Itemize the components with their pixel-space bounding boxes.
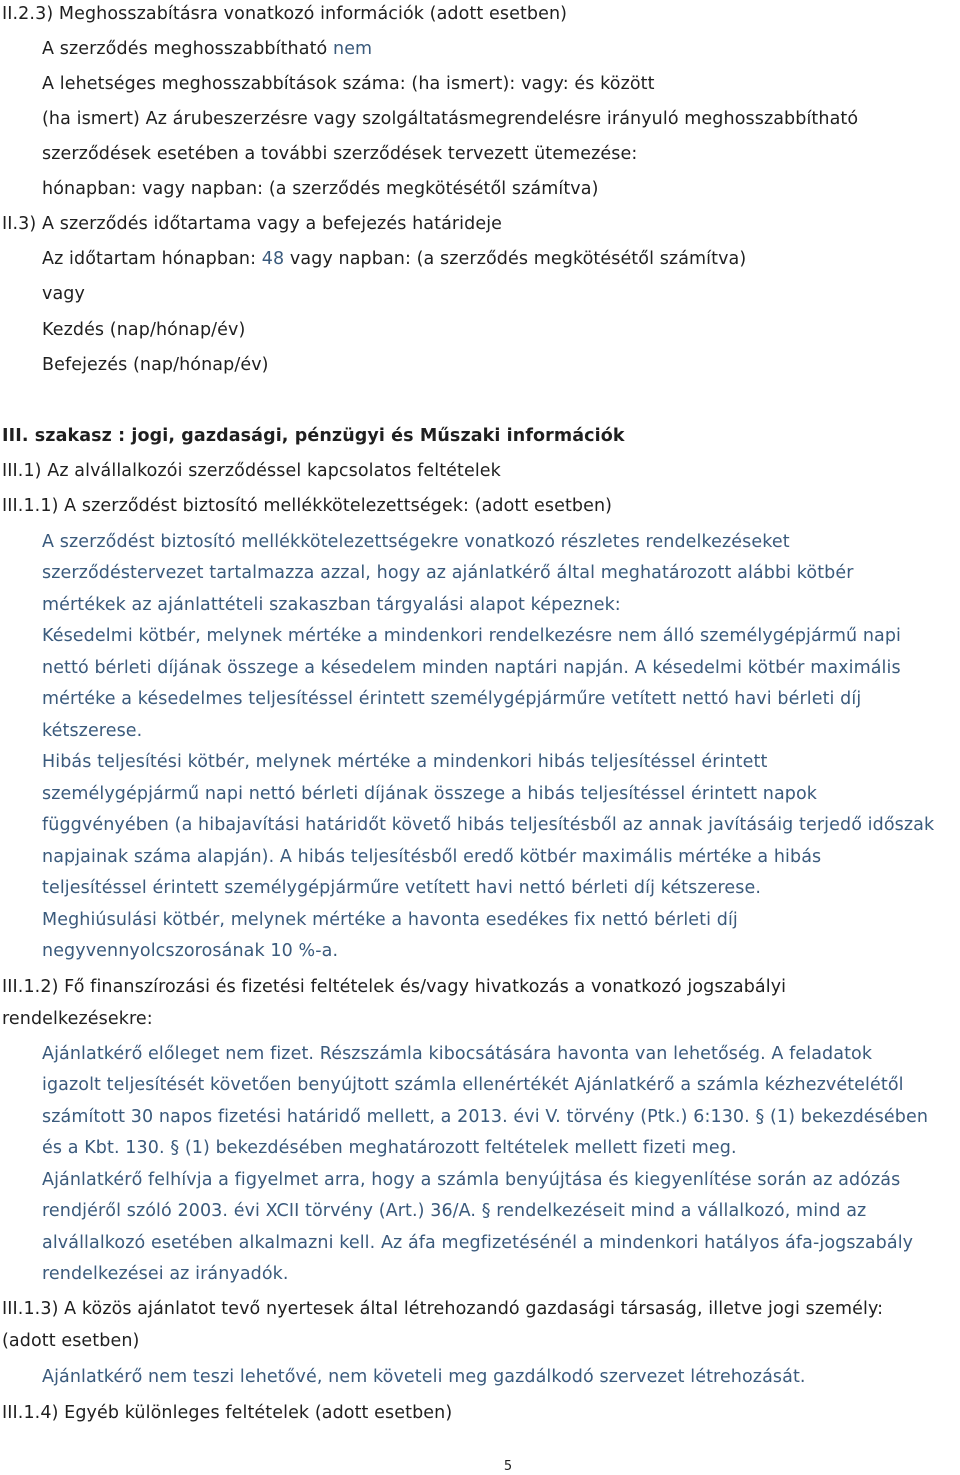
text-line: negyvennyolcszorosának 10 %-a.	[42, 941, 339, 961]
section-heading-iii-1-3-cont: (adott esetben)	[2, 1331, 140, 1351]
text-line: alvállalkozó esetében alkalmazni kell. Az áfa megfizetésénél a mindenkori hatályos áfa-jogszabály	[42, 1233, 914, 1253]
section-heading-ii-3: II.3) A szerződés időtartama vagy a befejezés határideje	[2, 214, 503, 234]
duration-suffix: vagy napban: (a szerződés megkötésétől számítva)	[284, 249, 747, 269]
text-line: Késedelmi kötbér, melynek mértéke a mindenkori rendelkezésre nem álló személygépjármű napi	[42, 626, 902, 646]
text-line: A szerződést biztosító mellékkötelezettségekre vonatkozó részletes rendelkezéseket	[42, 532, 790, 552]
text-line: kétszerese.	[42, 721, 143, 741]
renewal-count-line: A lehetséges meghosszabbítások száma: (ha ismert): vagy: és között	[42, 74, 655, 94]
section-heading-iii-1: III.1) Az alvállalkozói szerződéssel kapcsolatos feltételek	[2, 461, 501, 481]
text-line: számított 30 napos fizetési határidő mellett, a 2013. évi V. törvény (Ptk.) 6:130. § (1) bekezdésében	[42, 1107, 929, 1127]
text-line: Hibás teljesítési kötbér, melynek mértéke a mindenkori hibás teljesítéssel érintett	[42, 752, 768, 772]
text-line: teljesítéssel érintett személygépjárműre vetített havi nettó bérleti díj kétszerese.	[42, 878, 762, 898]
text-line: rendjéről szóló 2003. évi XCII törvény (Art.) 36/A. § rendelkezéseit mind a vállalkozó, mind az	[42, 1201, 867, 1221]
duration-line	[42, 247, 746, 271]
end-date-line: Befejezés (nap/hónap/év)	[42, 355, 269, 375]
text-line: rendelkezései az irányadók.	[42, 1264, 289, 1284]
text-line: Ajánlatkérő felhívja a figyelmet arra, hogy a számla benyújtása és kiegyenlítése során az adózás	[42, 1170, 901, 1190]
text-line: mértéke a késedelmes teljesítéssel érintett személygépjárműre vetített nettó havi bérleti díj	[42, 689, 862, 709]
section-heading-iii-1-2: III.1.2) Fő finanszírozási és fizetési feltételek és/vagy hivatkozás a vonatkozó jogszabályi	[2, 977, 787, 997]
section-heading-ii-2-3: II.2.3) Meghosszabításra vonatkozó információk (adott esetben)	[2, 4, 568, 24]
schedule-line: hónapban: vagy napban: (a szerződés megkötésétől számítva)	[42, 179, 599, 199]
text-line: szerződéstervezet tartalmazza azzal, hogy az ajánlatkérő által meghatározott alábbi kötbér	[42, 563, 854, 583]
text-line: Meghiúsulási kötbér, melynek mértéke a havonta esedékes fix nettó bérleti díj	[42, 910, 738, 930]
section-heading-iii-1-4: III.1.4) Egyéb különleges feltételek (adott esetben)	[2, 1403, 453, 1423]
duration-label: Az időtartam hónapban:	[42, 249, 262, 269]
text-line: nettó bérleti díjának összege a késedelem minden naptári napján. A késedelmi kötbér maximális	[42, 658, 901, 678]
renewable-label: A szerződés meghosszabbítható	[42, 39, 333, 59]
text-line: és a Kbt. 130. § (1) bekezdésében meghatározott feltételek mellett fizeti meg.	[42, 1138, 737, 1158]
text-line: mértékek az ajánlattételi szakaszban tárgyalási alapot képeznek:	[42, 595, 621, 615]
schedule-line: (ha ismert) Az árubeszerzésre vagy szolgáltatásmegrendelésre irányuló meghosszabbítható	[42, 109, 859, 129]
text-line: napjainak száma alapján). A hibás teljesítésből eredő kötbér maximális mértéke a hibás	[42, 847, 822, 867]
or-line: vagy	[42, 284, 85, 304]
schedule-line: szerződések esetében a további szerződések tervezett ütemezése:	[42, 144, 638, 164]
text-line: függvényében (a hibajavítási határidőt követő hibás teljesítésből az annak javításáig terjedő időszak	[42, 815, 935, 835]
text-line: Ajánlatkérő nem teszi lehetővé, nem követeli meg gazdálkodó szervezet létrehozását.	[42, 1367, 806, 1387]
section-heading-iii-1-3: III.1.3) A közös ajánlatot tevő nyertesek által létrehozandó gazdasági társaság, illetve jogi személy:	[2, 1299, 884, 1319]
text-line: személygépjármű napi nettó bérleti díjának összege a hibás teljesítéssel érintett napok	[42, 784, 818, 804]
page-number: 5	[503, 1459, 513, 1474]
section-heading-iii: III. szakasz : jogi, gazdasági, pénzügyi és Műszaki információk	[2, 426, 625, 446]
renewable-line	[42, 37, 372, 61]
section-heading-iii-1-2-cont: rendelkezésekre:	[2, 1009, 153, 1029]
text-line: igazolt teljesítését követően benyújtott számla ellenértékét Ajánlatkérő a számla kézhezvételétől	[42, 1075, 904, 1095]
duration-value: 48	[261, 249, 285, 269]
text-line: Ajánlatkérő előleget nem fizet. Részszámla kibocsátására havonta van lehetőség. A feladatok	[42, 1044, 873, 1064]
section-heading-iii-1-1: III.1.1) A szerződést biztosító mellékkötelezettségek: (adott esetben)	[2, 496, 613, 516]
start-date-line: Kezdés (nap/hónap/év)	[42, 320, 246, 340]
renewable-value: nem	[333, 39, 373, 59]
